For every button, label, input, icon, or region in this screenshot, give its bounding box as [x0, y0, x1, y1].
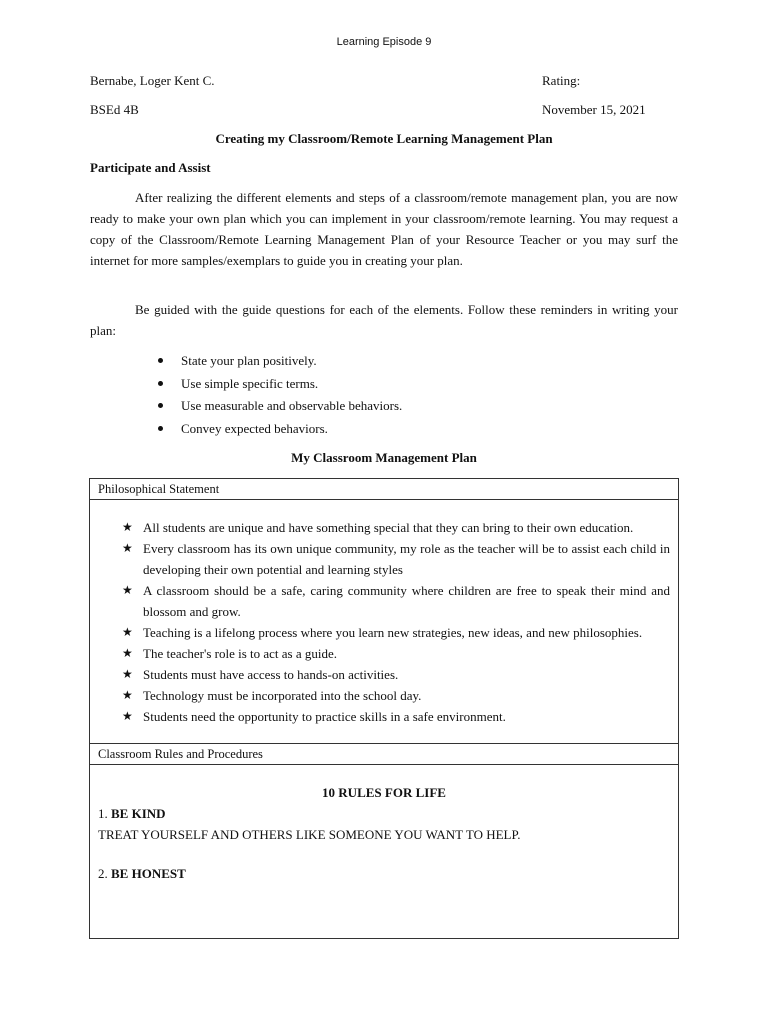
student-section: BSEd 4B [90, 102, 139, 117]
list-item: ★ A classroom should be a safe, caring community where children are free to speak their mind and blossom and grow. [90, 580, 678, 622]
rules-section [90, 783, 678, 884]
bullet-icon [158, 426, 163, 431]
spacer [90, 845, 678, 863]
rule-2-name: BE HONEST [111, 866, 186, 881]
list-item: ★ Students must have access to hands-on activities. [90, 664, 678, 685]
reminder-list [155, 350, 402, 440]
star-icon: ★ [122, 688, 133, 702]
section-heading: Participate and Assist [90, 160, 211, 175]
philosophy-list [90, 500, 678, 743]
list-item: ★ The teacher's role is to act as a guide. [90, 643, 678, 664]
list-item: ★ Teaching is a lifelong process where you learn new strategies, new ideas, and new philosophies. [90, 622, 678, 643]
document-date: November 15, 2021 [542, 102, 646, 117]
philosophy-heading: Philosophical Statement [90, 479, 678, 500]
star-icon: ★ [122, 646, 133, 660]
list-item: ★ Students need the opportunity to practice skills in a safe environment. [90, 706, 678, 727]
name-row [90, 73, 678, 89]
star-icon: ★ [122, 667, 133, 681]
bullet-icon [158, 403, 163, 408]
rule-2: 2. BE HONEST [98, 866, 186, 881]
star-icon: ★ [122, 541, 133, 555]
rule-1: 1. BE KIND [98, 806, 166, 821]
student-name: Bernabe, Loger Kent C. [90, 73, 215, 88]
list-item: ★ All students are unique and have something special that they can bring to their own education. [90, 517, 678, 538]
list-item: ★ Technology must be incorporated into the school day. [90, 685, 678, 706]
list-item: Use measurable and observable behaviors. [155, 395, 402, 418]
plan-table [89, 478, 679, 939]
bullet-icon [158, 381, 163, 386]
rules-heading: Classroom Rules and Procedures [90, 743, 678, 765]
rules-title: 10 RULES FOR LIFE [322, 785, 446, 800]
star-icon: ★ [122, 520, 133, 534]
star-icon: ★ [122, 625, 133, 639]
bullet-icon [158, 358, 163, 363]
plan-title: My Classroom Management Plan [291, 450, 477, 465]
section-row [90, 102, 678, 118]
page-header: Learning Episode 9 [336, 36, 432, 48]
intro-paragraph: After realizing the different elements and steps of a classroom/remote management plan, you are now ready to make your own plan which you can implement in your classroom/remote learning. You may request a copy of the Classroom/Remote Learning Management Plan of your Resource Teacher or you may surf the internet for more samples/exemplars to guide you in creating your plan. [90, 190, 678, 268]
document-title: Creating my Classroom/Remote Learning Management Plan [215, 131, 553, 146]
star-icon: ★ [122, 709, 133, 723]
list-item: State your plan positively. [155, 350, 402, 373]
rating-label: Rating: [542, 73, 581, 88]
list-item: Convey expected behaviors. [155, 418, 402, 441]
list-item: Use simple specific terms. [155, 373, 402, 396]
rule-1-name: BE KIND [111, 806, 166, 821]
star-icon: ★ [122, 583, 133, 597]
list-item: ★ Every classroom has its own unique community, my role as the teacher will be to assist each child in developing their own potential and learning styles [90, 538, 678, 580]
guide-paragraph: Be guided with the guide questions for each of the elements. Follow these reminders in writing your plan: [90, 302, 678, 338]
rule-1-description: TREAT YOURSELF AND OTHERS LIKE SOMEONE YOU WANT TO HELP. [98, 827, 521, 842]
